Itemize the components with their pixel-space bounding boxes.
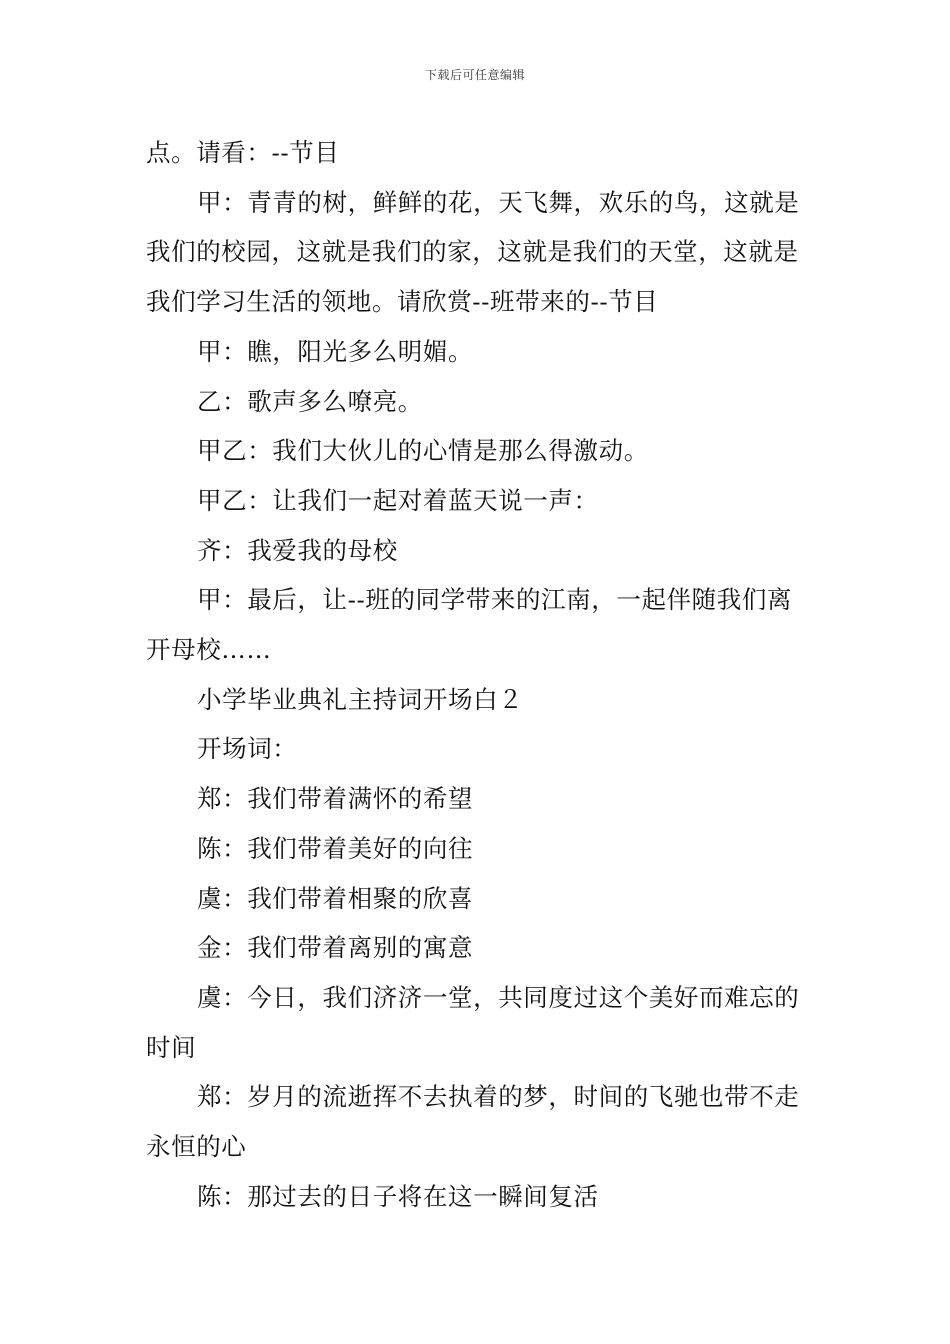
page-header: 下载后可任意编辑 [424,68,525,82]
paragraph: 陈：我们带着美好的向往 [197,833,474,863]
paragraph: 乙：歌声多么嘹亮。 [197,386,423,416]
paragraph: 甲：瞧，阳光多么明媚。 [197,336,474,366]
paragraph: 点。请看：--节目 [146,138,340,167]
paragraph: 齐：我爱我的母校 [197,535,398,565]
paragraph: 开场词： [197,734,298,764]
paragraph: 甲：最后，让--班的同学带来的江南，一起伴随我们离开母校…… [146,585,793,665]
paragraph: 甲乙：我们大伙儿的心情是那么得激动。 [197,436,649,466]
section-heading: 小学毕业典礼主持词开场白２ [197,684,524,714]
paragraph: 虞：我们带着相聚的欣喜 [197,883,474,913]
paragraph: 郑：我们带着满怀的希望 [197,784,474,814]
paragraph: 郑：岁月的流逝挥不去执着的梦，时间的飞驰也带不走永恒的心 [146,1082,800,1162]
paragraph: 虞：今日，我们济济一堂，共同度过这个美好而难忘的时间 [146,982,800,1062]
paragraph: 甲乙：让我们一起对着蓝天说一声： [197,485,599,515]
paragraph: 陈：那过去的日子将在这一瞬间复活 [197,1181,599,1211]
paragraph: 金：我们带着离别的寓意 [197,933,474,963]
paragraph: 甲：青青的树，鲜鲜的花，天飞舞，欢乐的鸟，这就是我们的校园，这就是我们的家，这就是我们的天堂，这就是我们学习生活的领地。请欣赏--班带来的--节目 [146,187,800,317]
document-body [146,128,808,1221]
